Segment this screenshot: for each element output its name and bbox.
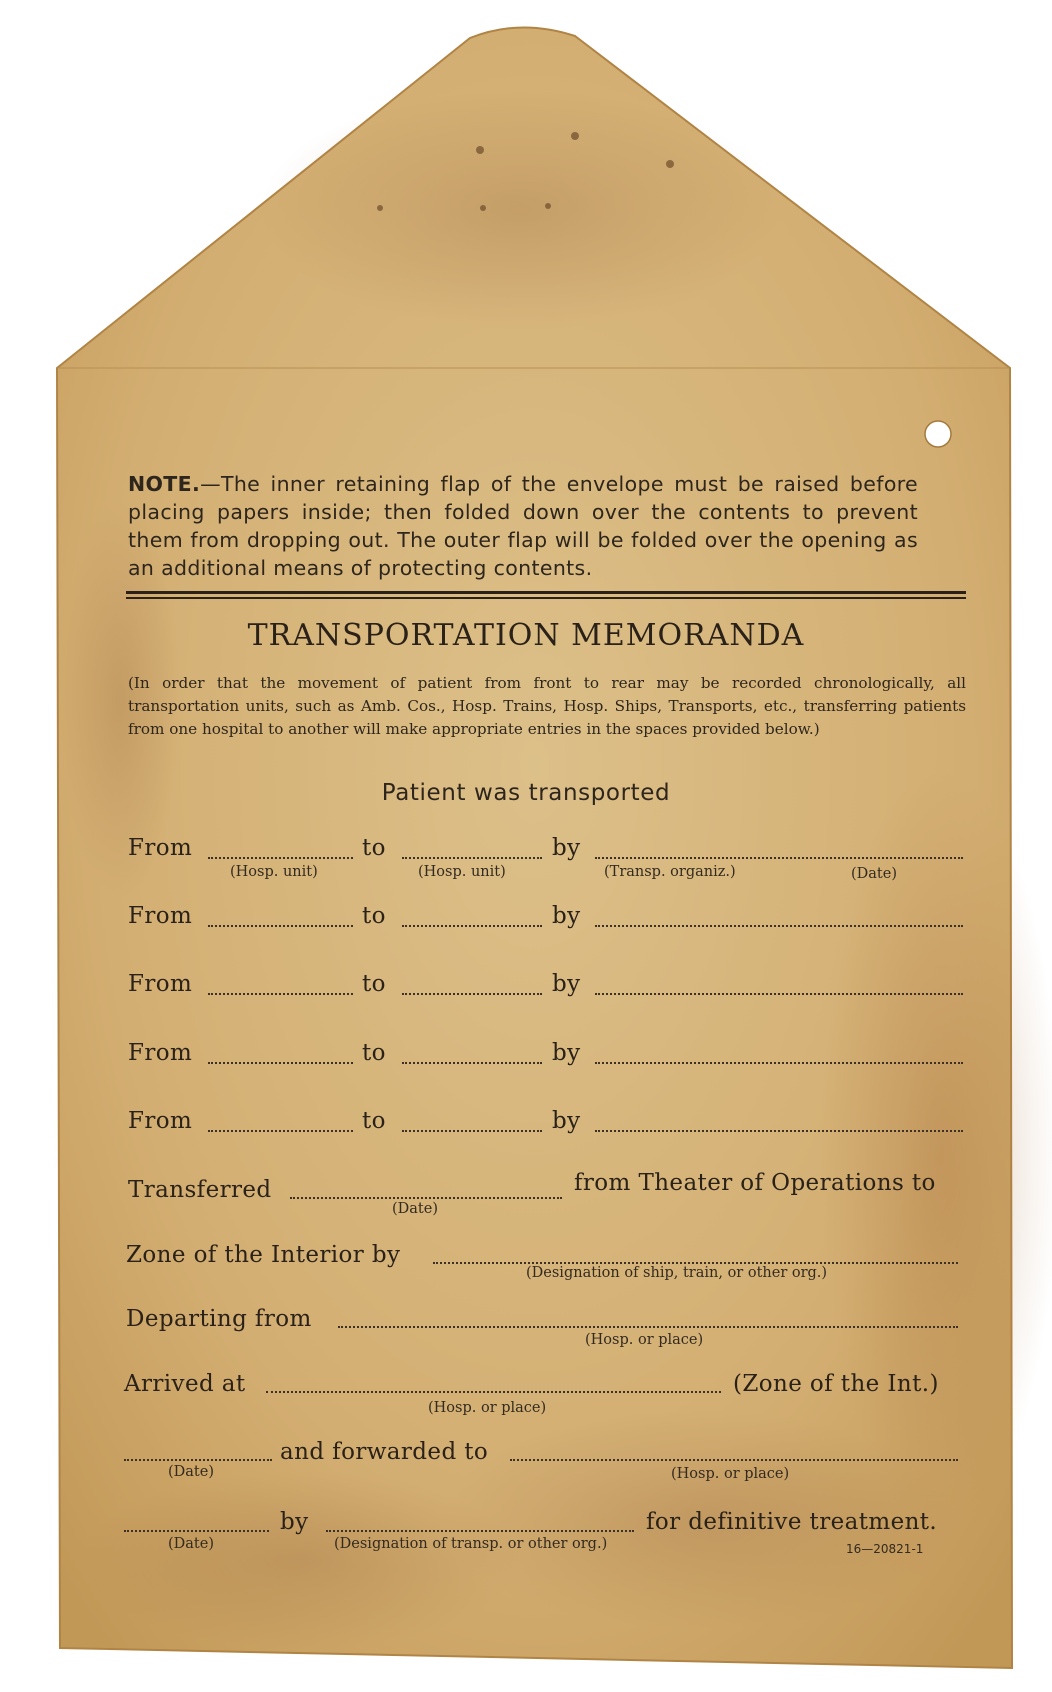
transferred-date-caption: (Date) bbox=[392, 1201, 438, 1217]
final-by-label: by bbox=[280, 1509, 309, 1535]
forwarded-label: and forwarded to bbox=[280, 1439, 489, 1465]
final-by-caption: (Designation of transp. or other org.) bbox=[334, 1536, 608, 1552]
note-paragraph bbox=[128, 470, 918, 582]
row1-by-caption: (Transp. organiz.) bbox=[604, 864, 736, 880]
section-subtitle: Patient was transported bbox=[381, 780, 671, 806]
note-lead: NOTE. bbox=[128, 472, 201, 496]
zone-label: Zone of the Interior by bbox=[126, 1242, 401, 1268]
row1-from-field[interactable] bbox=[208, 857, 353, 859]
row1-to-label: to bbox=[362, 835, 386, 861]
divider-thick bbox=[126, 591, 966, 594]
row2-from-label: From bbox=[128, 903, 193, 929]
final-by-field[interactable] bbox=[326, 1530, 634, 1532]
row5-by-field[interactable] bbox=[595, 1130, 963, 1132]
row3-from-field[interactable] bbox=[208, 993, 353, 995]
row3-from-label: From bbox=[128, 971, 193, 997]
instructions-paragraph: (In order that the movement of patient from front to rear may be recorded chronologically, all transportation units, such as Amb. Cos., Hosp. Trains, Hosp. Ships, Transports, etc., transferring patients from one hospital to another will make appropriate entries in the spaces provided below.) bbox=[128, 674, 966, 738]
note-text: —The inner retaining flap of the envelope must be raised before placing papers inside; then folded down over the contents to prevent them from dropping out. The outer flap will be folded over the opening as an additional means of protecting contents. bbox=[128, 472, 918, 580]
row3-to-label: to bbox=[362, 971, 386, 997]
row1-by-label: by bbox=[552, 835, 581, 861]
row3-to-field[interactable] bbox=[402, 993, 542, 995]
arrived-label: Arrived at bbox=[124, 1371, 246, 1397]
row1-from-label: From bbox=[128, 835, 193, 861]
forwarded-date-field[interactable] bbox=[124, 1459, 272, 1461]
from-theater-text: from Theater of Operations to bbox=[574, 1170, 936, 1196]
departing-field[interactable] bbox=[338, 1326, 958, 1328]
row2-by-field[interactable] bbox=[595, 925, 963, 927]
form-title: TRANSPORTATION MEMORANDA bbox=[247, 618, 805, 653]
row1-to-caption: (Hosp. unit) bbox=[418, 864, 506, 880]
row5-from-field[interactable] bbox=[208, 1130, 353, 1132]
row4-to-label: to bbox=[362, 1040, 386, 1066]
arrived-caption: (Hosp. or place) bbox=[428, 1400, 547, 1416]
forwarded-to-field[interactable] bbox=[510, 1459, 958, 1461]
transferred-date-field[interactable] bbox=[290, 1197, 562, 1199]
row2-to-label: to bbox=[362, 903, 386, 929]
form-number: 16—20821-1 bbox=[846, 1542, 924, 1556]
row1-to-field[interactable] bbox=[402, 857, 542, 859]
final-date-field[interactable] bbox=[124, 1530, 269, 1532]
row2-by-label: by bbox=[552, 903, 581, 929]
row5-to-label: to bbox=[362, 1108, 386, 1134]
row4-by-field[interactable] bbox=[595, 1062, 963, 1064]
row5-from-label: From bbox=[128, 1108, 193, 1134]
row1-from-caption: (Hosp. unit) bbox=[230, 864, 318, 880]
row3-by-label: by bbox=[552, 971, 581, 997]
row2-to-field[interactable] bbox=[402, 925, 542, 927]
final-date-caption: (Date) bbox=[168, 1536, 214, 1552]
row4-from-field[interactable] bbox=[208, 1062, 353, 1064]
transferred-label: Transferred bbox=[128, 1177, 272, 1203]
departing-label: Departing from bbox=[126, 1306, 312, 1332]
arrived-suffix: (Zone of the Int.) bbox=[733, 1371, 939, 1397]
row1-date-caption: (Date) bbox=[851, 866, 897, 882]
row1-by-field[interactable] bbox=[595, 857, 963, 859]
departing-caption: (Hosp. or place) bbox=[585, 1332, 704, 1348]
row4-from-label: From bbox=[128, 1040, 193, 1066]
row4-by-label: by bbox=[552, 1040, 581, 1066]
row5-to-field[interactable] bbox=[402, 1130, 542, 1132]
divider-thin bbox=[126, 597, 966, 599]
zone-caption: (Designation of ship, train, or other org.) bbox=[526, 1265, 828, 1281]
forwarded-date-caption: (Date) bbox=[168, 1464, 214, 1480]
definitive-text: for definitive treatment. bbox=[646, 1509, 938, 1535]
row4-to-field[interactable] bbox=[402, 1062, 542, 1064]
arrived-field[interactable] bbox=[266, 1391, 721, 1393]
row5-by-label: by bbox=[552, 1108, 581, 1134]
forwarded-caption: (Hosp. or place) bbox=[671, 1466, 790, 1482]
row2-from-field[interactable] bbox=[208, 925, 353, 927]
zone-by-field[interactable] bbox=[433, 1262, 958, 1264]
row3-by-field[interactable] bbox=[595, 993, 963, 995]
